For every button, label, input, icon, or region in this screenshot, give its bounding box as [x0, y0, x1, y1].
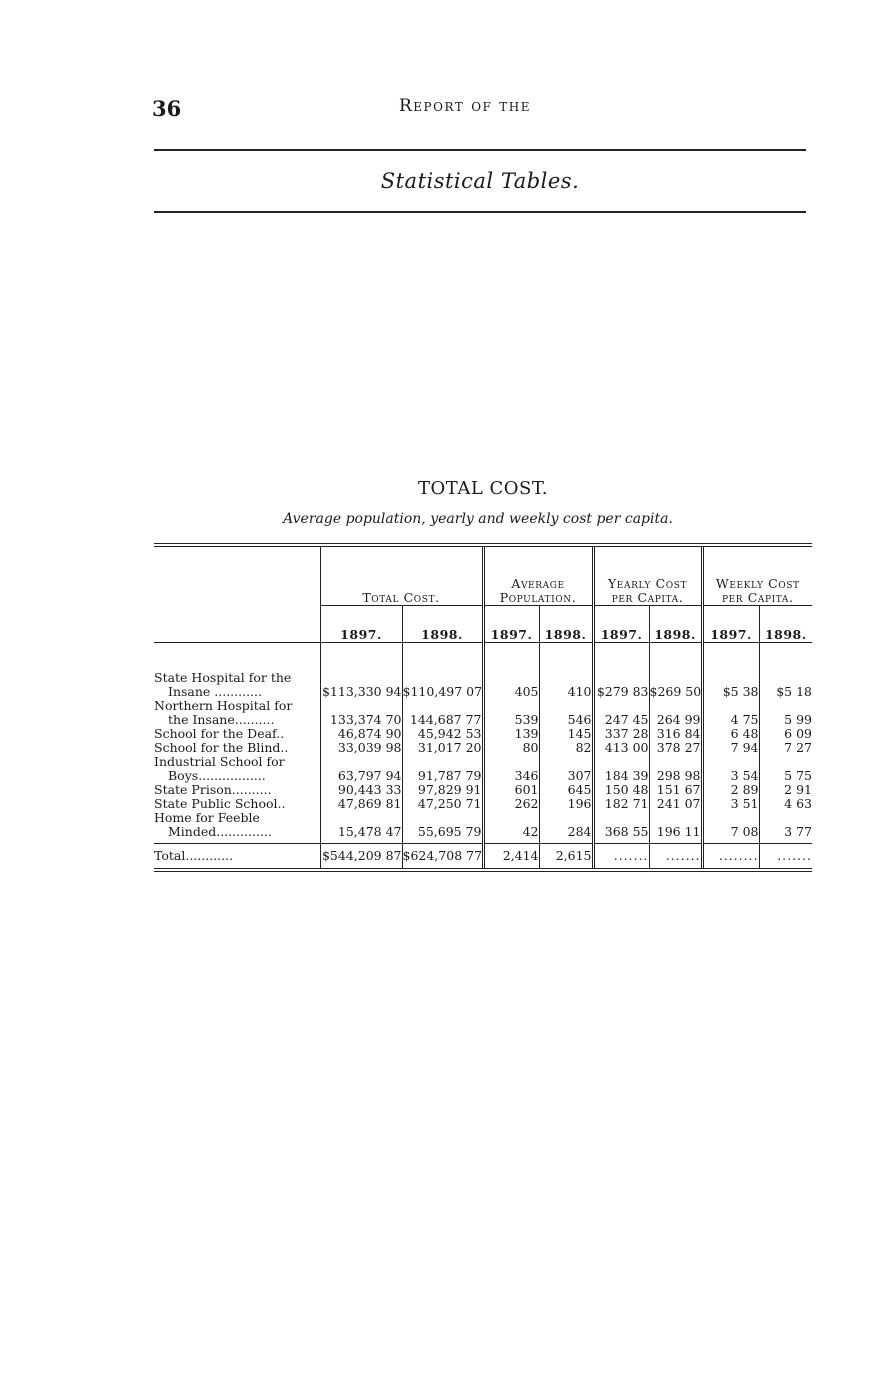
table-row — [154, 783, 812, 797]
total-row — [154, 844, 812, 869]
total-label: Total............ — [154, 844, 320, 869]
value-cell: 241 07 — [649, 797, 702, 811]
label-header-blank-2 — [154, 606, 320, 643]
value-cell: 2 91 — [759, 783, 812, 797]
value-cell: 139 — [483, 727, 539, 741]
value-cell: 15,478 47 — [320, 811, 402, 839]
value-cell: 298 98 — [649, 755, 702, 783]
group-header-row — [154, 547, 812, 606]
institution-name: State Hospital for the Insane ............ — [154, 671, 292, 699]
total-cell: $544,209 87 — [320, 844, 402, 869]
value-cell: 144,687 77 — [402, 699, 483, 727]
year-header-row — [154, 606, 812, 643]
running-head: Report of the — [399, 96, 531, 116]
table-row — [154, 755, 812, 783]
value-cell: 5 99 — [759, 699, 812, 727]
institution-name: Home for Feeble Minded.............. — [154, 811, 272, 839]
value-cell: 378 27 — [649, 741, 702, 755]
institution-name: School for the Deaf.. — [154, 727, 285, 741]
value-cell: 45,942 53 — [402, 727, 483, 741]
value-cell: 2 89 — [702, 783, 759, 797]
value-cell: 546 — [539, 699, 593, 727]
value-cell: 4 63 — [759, 797, 812, 811]
value-cell: $279 83 — [593, 671, 649, 699]
value-cell: 6 48 — [702, 727, 759, 741]
value-cell: 368 55 — [593, 811, 649, 839]
value-cell: 410 — [539, 671, 593, 699]
institution-name: Northern Hospital for the Insane.......... — [154, 699, 293, 727]
year-header: 1898. — [402, 606, 483, 643]
value-cell: 133,374 70 — [320, 699, 402, 727]
value-cell: $5 18 — [759, 671, 812, 699]
year-header: 1897. — [483, 606, 539, 643]
value-cell: 3 51 — [702, 797, 759, 811]
value-cell: 97,829 91 — [402, 783, 483, 797]
value-cell: 42 — [483, 811, 539, 839]
table-row — [154, 699, 812, 727]
value-cell: 63,797 94 — [320, 755, 402, 783]
total-cell: ....... — [759, 844, 812, 869]
value-cell: $113,330 94 — [320, 671, 402, 699]
year-header: 1898. — [539, 606, 593, 643]
value-cell: 31,017 20 — [402, 741, 483, 755]
value-cell: 346 — [483, 755, 539, 783]
value-cell: 184 39 — [593, 755, 649, 783]
section-title: Statistical Tables. — [380, 169, 580, 193]
value-cell: 145 — [539, 727, 593, 741]
value-cell: 405 — [483, 671, 539, 699]
statistics-table — [154, 547, 812, 868]
value-cell: 539 — [483, 699, 539, 727]
total-cell: 2,615 — [539, 844, 593, 869]
total-cell: ....... — [593, 844, 649, 869]
table-row — [154, 741, 812, 755]
label-header-blank — [154, 547, 320, 606]
year-header: 1897. — [702, 606, 759, 643]
top-rule — [154, 149, 806, 151]
total-cell: 2,414 — [483, 844, 539, 869]
group-header-yearly-cost: Yearly Cost per Capita. — [593, 547, 702, 606]
table-title: TOTAL COST. — [418, 478, 548, 499]
value-cell: $5 38 — [702, 671, 759, 699]
value-cell: 150 48 — [593, 783, 649, 797]
value-cell: 7 08 — [702, 811, 759, 839]
institution-name: State Public School.. — [154, 797, 286, 811]
value-cell: 82 — [539, 741, 593, 755]
table-row — [154, 727, 812, 741]
value-cell: 196 — [539, 797, 593, 811]
value-cell: 307 — [539, 755, 593, 783]
value-cell: 47,869 81 — [320, 797, 402, 811]
table-row — [154, 671, 812, 699]
year-header: 1898. — [649, 606, 702, 643]
institution-name: School for the Blind.. — [154, 741, 289, 755]
total-cost-table — [154, 543, 812, 872]
value-cell: 6 09 — [759, 727, 812, 741]
spacer-row — [154, 643, 812, 672]
value-cell: 47,250 71 — [402, 797, 483, 811]
value-cell: 80 — [483, 741, 539, 755]
group-header-average-population: Average Population. — [483, 547, 593, 606]
table-bottom-rule — [154, 868, 812, 872]
value-cell: 7 94 — [702, 741, 759, 755]
total-cell: $624,708 77 — [402, 844, 483, 869]
value-cell: 5 75 — [759, 755, 812, 783]
value-cell: 284 — [539, 811, 593, 839]
institution-name: Industrial School for Boys................. — [154, 755, 285, 783]
value-cell: 91,787 79 — [402, 755, 483, 783]
value-cell: 90,443 33 — [320, 783, 402, 797]
section-rule — [154, 211, 806, 213]
value-cell: 151 67 — [649, 783, 702, 797]
group-header-total-cost: Total Cost. — [320, 547, 483, 606]
year-header: 1897. — [593, 606, 649, 643]
year-header: 1898. — [759, 606, 812, 643]
total-cell: ....... — [649, 844, 702, 869]
value-cell: 33,039 98 — [320, 741, 402, 755]
value-cell: 316 84 — [649, 727, 702, 741]
institution-name: State Prison.......... — [154, 783, 272, 797]
value-cell: 3 54 — [702, 755, 759, 783]
year-header: 1897. — [320, 606, 402, 643]
value-cell: 3 77 — [759, 811, 812, 839]
group-header-weekly-cost: Weekly Cost per Capita. — [702, 547, 812, 606]
value-cell: 262 — [483, 797, 539, 811]
value-cell: 413 00 — [593, 741, 649, 755]
value-cell: 7 27 — [759, 741, 812, 755]
value-cell: 182 71 — [593, 797, 649, 811]
value-cell: 601 — [483, 783, 539, 797]
table-subtitle: Average population, yearly and weekly cost per capita. — [283, 511, 673, 527]
value-cell: 264 99 — [649, 699, 702, 727]
total-cell: ........ — [702, 844, 759, 869]
table-row — [154, 811, 812, 839]
value-cell: $269 50 — [649, 671, 702, 699]
value-cell: 247 45 — [593, 699, 649, 727]
value-cell: 337 28 — [593, 727, 649, 741]
table-row — [154, 797, 812, 811]
value-cell: 4 75 — [702, 699, 759, 727]
value-cell: 645 — [539, 783, 593, 797]
value-cell: 196 11 — [649, 811, 702, 839]
value-cell: $110,497 07 — [402, 671, 483, 699]
value-cell: 46,874 90 — [320, 727, 402, 741]
page-number: 36 — [152, 96, 182, 121]
table-body — [154, 643, 812, 844]
value-cell: 55,695 79 — [402, 811, 483, 839]
